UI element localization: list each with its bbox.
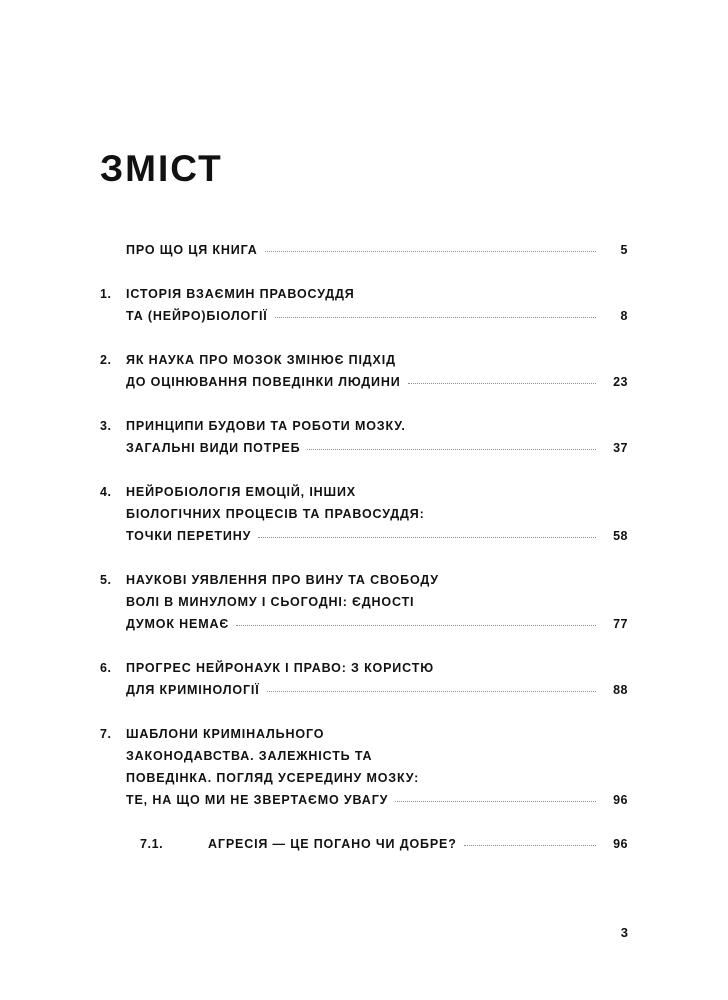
toc-entry-lastline: [126, 789, 628, 811]
toc-entry-line: ДО ОЦІНЮВАННЯ ПОВЕДІНКИ ЛЮДИНИ: [126, 375, 401, 389]
toc-entry-line: АГРЕСІЯ — ЦЕ ПОГАНО ЧИ ДОБРЕ?: [208, 837, 457, 851]
toc-entry-number: 2.: [100, 353, 112, 367]
toc-entry-lastline: [126, 679, 628, 701]
toc-entry-body: [126, 723, 628, 811]
toc-entry-line: ШАБЛОНИ КРИМІНАЛЬНОГО: [126, 727, 325, 741]
toc-entry-number: 1.: [100, 287, 112, 301]
toc-entry-page: 37: [613, 441, 628, 455]
toc-entry-page: 88: [613, 683, 628, 697]
leader-dots: [265, 241, 596, 252]
leader-dots: [395, 791, 596, 802]
toc-entry-body: [126, 283, 628, 327]
toc-entry-body: [126, 569, 628, 635]
toc-entry-lastline: [126, 613, 628, 635]
toc-entry-page: 5: [620, 243, 628, 257]
toc-entry-line: БІОЛОГІЧНИХ ПРОЦЕСІВ ТА ПРАВОСУДДЯ:: [126, 507, 425, 521]
toc-entry-lastline: [126, 239, 628, 261]
toc-entry-number: 6.: [100, 661, 112, 675]
toc-entry-line: ТОЧКИ ПЕРЕТИНУ: [126, 529, 252, 543]
toc-entry-line: ЯК НАУКА ПРО МОЗОК ЗМІНЮЄ ПІДХІД: [126, 353, 396, 367]
toc-entry-number: 4.: [100, 485, 112, 499]
toc-entry-line: НЕЙРОБІОЛОГІЯ ЕМОЦІЙ, ІНШИХ: [126, 485, 356, 499]
leader-dots: [408, 373, 596, 384]
toc-entry-page: 96: [613, 837, 628, 851]
toc-entry-page: 23: [613, 375, 628, 389]
toc-entry[interactable]: [100, 481, 628, 547]
toc-entry-line: ЗАКОНОДАВСТВА. ЗАЛЕЖНІСТЬ ТА: [126, 749, 373, 763]
toc-entry-body: [126, 415, 628, 459]
leader-dots: [464, 835, 596, 846]
toc-entry-page: 8: [620, 309, 628, 323]
toc-entry-number: 5.: [100, 573, 112, 587]
toc-entry-line: ЗАГАЛЬНІ ВИДИ ПОТРЕБ: [126, 441, 301, 455]
toc-entry-body: [208, 833, 628, 855]
toc-list: [100, 239, 628, 855]
toc-entry-number: 7.1.: [140, 837, 164, 851]
toc-entry-line: ПРИНЦИПИ БУДОВИ ТА РОБОТИ МОЗКУ.: [126, 419, 406, 433]
toc-entry[interactable]: [140, 833, 628, 855]
toc-entry[interactable]: [100, 283, 628, 327]
toc-entry-line: ДЛЯ КРИМІНОЛОГІЇ: [126, 683, 260, 697]
toc-entry-body: [126, 657, 628, 701]
toc-entry-lastline: [126, 525, 628, 547]
toc-entry-lastline: [126, 437, 628, 459]
toc-entry-line: НАУКОВІ УЯВЛЕННЯ ПРО ВИНУ ТА СВОБОДУ: [126, 573, 439, 587]
toc-entry-page: 77: [613, 617, 628, 631]
toc-entry-line: ПОВЕДІНКА. ПОГЛЯД УСЕРЕДИНУ МОЗКУ:: [126, 771, 420, 785]
toc-entry[interactable]: [100, 569, 628, 635]
toc-entry-lastline: [126, 305, 628, 327]
toc-entry-page: 96: [613, 793, 628, 807]
leader-dots: [236, 615, 596, 626]
toc-entry-line: ТА (НЕЙРО)БІОЛОГІЇ: [126, 309, 268, 323]
toc-entry-page: 58: [613, 529, 628, 543]
toc-entry[interactable]: [100, 723, 628, 811]
toc-entry-line: ПРОГРЕС НЕЙРОНАУК І ПРАВО: З КОРИСТЮ: [126, 661, 434, 675]
toc-entry-body: [126, 349, 628, 393]
toc-entry[interactable]: [100, 657, 628, 701]
toc-entry-lastline: [126, 371, 628, 393]
toc-entry-body: [126, 239, 628, 261]
leader-dots: [267, 681, 596, 692]
toc-entry-line: ВОЛІ В МИНУЛОМУ І СЬОГОДНІ: ЄДНОСТІ: [126, 595, 415, 609]
toc-entry[interactable]: [100, 415, 628, 459]
page-number: 3: [620, 925, 628, 940]
toc-entry[interactable]: [100, 239, 628, 261]
leader-dots: [258, 527, 596, 538]
toc-entry-line: ДУМОК НЕМАЄ: [126, 617, 230, 631]
toc-entry[interactable]: [100, 349, 628, 393]
toc-entry-number: 3.: [100, 419, 112, 433]
toc-entry-lastline: [208, 833, 628, 855]
toc-entry-body: [126, 481, 628, 547]
toc-entry-line: ІСТОРІЯ ВЗАЄМИН ПРАВОСУДДЯ: [126, 287, 355, 301]
toc-entry-number: 7.: [100, 727, 112, 741]
toc-entry-line: ТЕ, НА ЩО МИ НЕ ЗВЕРТАЄМО УВАГУ: [126, 793, 389, 807]
toc-entry-line: ПРО ЩО ЦЯ КНИГА: [126, 243, 258, 257]
leader-dots: [275, 307, 596, 318]
leader-dots: [307, 439, 596, 450]
page-title: ЗМІСТ: [100, 148, 223, 189]
